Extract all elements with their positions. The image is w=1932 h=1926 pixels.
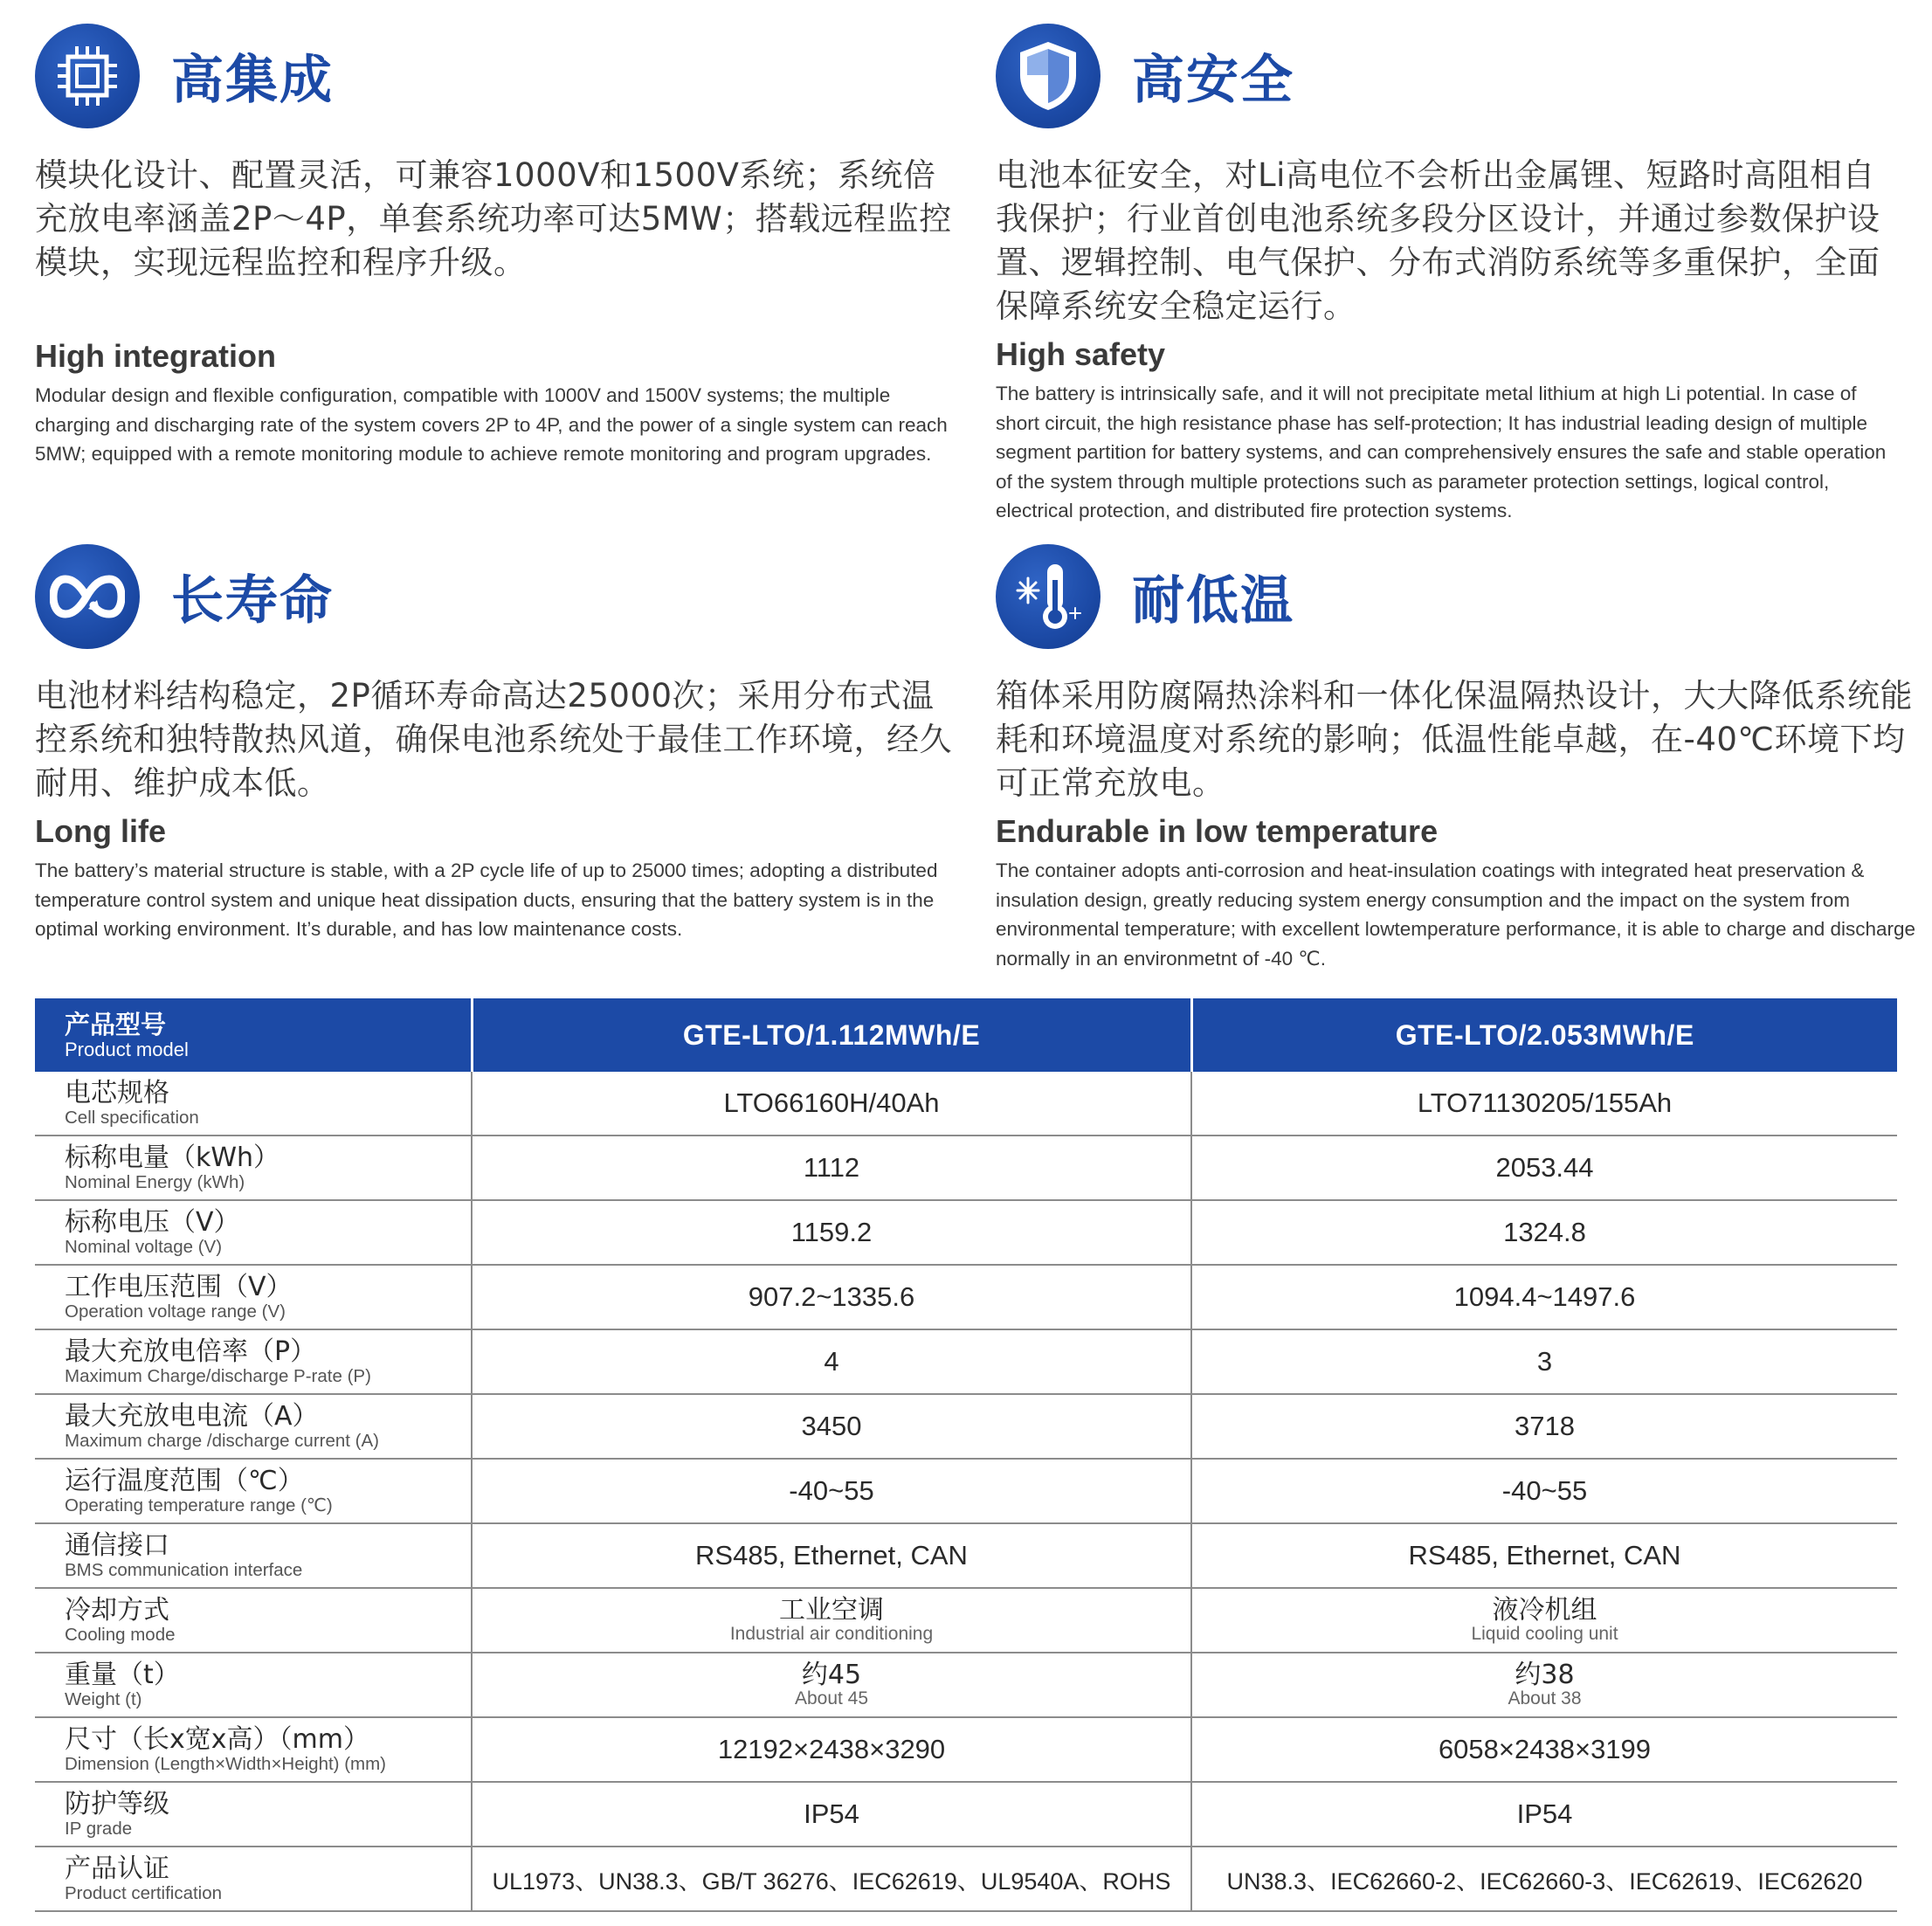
- value-cell-model-1: LTO66160H/40Ah: [472, 1072, 1191, 1136]
- feature-header: [35, 540, 961, 653]
- table-row: [35, 1717, 1897, 1782]
- row-label-en: Cell specification: [65, 1108, 199, 1128]
- row-label-en: Nominal Energy (kWh): [65, 1172, 245, 1192]
- value-cell-model-1: 1112: [472, 1136, 1191, 1200]
- value-cell-model-2: RS485, Ethernet, CAN: [1191, 1523, 1897, 1588]
- spec-table: [35, 998, 1897, 1912]
- table-row: [35, 1200, 1897, 1265]
- row-label-en: Operating temperature range (℃): [65, 1495, 333, 1515]
- value-main: 液冷机组: [1492, 1595, 1597, 1626]
- table-row: [35, 1653, 1897, 1717]
- feature-title: 耐低温: [1132, 570, 1294, 632]
- feature-description-cn: 箱体采用防腐隔热涂料和一体化保温隔热设计，大大降低系统能耗和环境温度对系统的影响；低温性能卓越，在-40℃环境下均可正常充放电。: [996, 677, 1913, 802]
- shield-icon: [996, 24, 1101, 128]
- row-label-en: IP grade: [65, 1819, 133, 1839]
- value-cell-model-2: 1094.4~1497.6: [1191, 1265, 1897, 1329]
- row-label-cn: 最大充放电电流（A）: [65, 1401, 319, 1432]
- cycle-icon: [35, 544, 140, 649]
- row-label-cn: 冷却方式: [65, 1595, 169, 1626]
- row-label: [35, 1847, 472, 1911]
- feature-title: 高集成: [171, 50, 334, 111]
- row-label-cn: 防护等级: [65, 1789, 169, 1819]
- model-header-1: GTE-LTO/1.112MWh/E: [472, 998, 1191, 1072]
- feature-header: [35, 19, 961, 133]
- feature-title-en: High safety: [996, 336, 1166, 372]
- value-cell-model-2: -40~55: [1191, 1459, 1897, 1523]
- table-row: [35, 1136, 1897, 1200]
- table-row: [35, 1459, 1897, 1523]
- header-label-en: Product model: [65, 1039, 189, 1060]
- table-row: [35, 1394, 1897, 1459]
- feature-title: 长寿命: [171, 570, 334, 632]
- row-label: [35, 1717, 472, 1782]
- value-cell-model-2: [1191, 1588, 1897, 1653]
- feature-high-integration: [35, 19, 961, 469]
- value-cell-model-2: 2053.44: [1191, 1136, 1897, 1200]
- feature-title-en: High integration: [35, 338, 276, 374]
- thermometer-snowflake-icon: [996, 544, 1101, 649]
- feature-description-cn: 电池材料结构稳定，2P循环寿命高达25000次；采用分布式温控系统和独特散热风道，确保电池系统处于最佳工作环境，经久耐用、维护成本低。: [35, 677, 952, 802]
- feature-header: [996, 540, 1922, 653]
- row-label: [35, 1329, 472, 1394]
- value-cell-model-1: [472, 1653, 1191, 1717]
- value-cell-model-1: -40~55: [472, 1459, 1191, 1523]
- row-label: [35, 1394, 472, 1459]
- feature-header: [996, 19, 1904, 133]
- row-label: [35, 1265, 472, 1329]
- table-row: [35, 1523, 1897, 1588]
- spec-table-header: [35, 998, 1897, 1072]
- row-label: [35, 1136, 472, 1200]
- row-label: [35, 1523, 472, 1588]
- row-label-cn: 标称电量（kWh）: [65, 1142, 280, 1173]
- value-cell-model-1: RS485, Ethernet, CAN: [472, 1523, 1191, 1588]
- value-cell-model-2: 1324.8: [1191, 1200, 1897, 1265]
- value-sub: Liquid cooling unit: [1471, 1624, 1618, 1644]
- spec-table-body: [35, 1072, 1897, 1911]
- value-cell-model-1: 1159.2: [472, 1200, 1191, 1265]
- row-label: [35, 1782, 472, 1847]
- row-label-en: Nominal voltage (V): [65, 1237, 223, 1257]
- value-cell-model-2: [1191, 1653, 1897, 1717]
- feature-description-en: The battery is intrinsically safe, and it will not precipitate metal lithium at high Li potential. In case of short circuit, the high resistance phase has self-protection; It has industrial leading design of multiple segment partition for battery systems, and can comprehensively ensures the safe and stable operation of the system through multiple protections such as parameter protection settings, logical control, electrical protection, and distributed fire protection systems.: [996, 383, 1887, 521]
- value-cell-model-2: 3: [1191, 1329, 1897, 1394]
- chip-icon: [35, 24, 140, 128]
- table-row: [35, 1588, 1897, 1653]
- feature-description-en: The container adopts anti-corrosion and heat-insulation coatings with integrated heat preservation & insulation design, greatly reducing system energy consumption and the impact on the system from environmental temperature; with excellent lowtemperature performance, it is able to charge and discharge normally in an environmetnt of -40 ℃.: [996, 859, 1916, 970]
- row-label: [35, 1459, 472, 1523]
- row-label: [35, 1072, 472, 1136]
- value-main: 约45: [801, 1660, 862, 1690]
- row-label-cn: 运行温度范围（℃）: [65, 1466, 304, 1496]
- table-row: [35, 1847, 1897, 1911]
- value-cell-model-1: IP54: [472, 1782, 1191, 1847]
- table-row: [35, 1265, 1897, 1329]
- row-label-en: Cooling mode: [65, 1625, 176, 1645]
- value-cell-model-1: 12192×2438×3290: [472, 1717, 1191, 1782]
- row-label-en: Weight (t): [65, 1689, 142, 1709]
- feature-high-safety: [996, 19, 1904, 526]
- row-label-cn: 工作电压范围（V）: [65, 1272, 293, 1302]
- row-label-en: Product certification: [65, 1883, 223, 1903]
- row-label-en: Dimension (Length×Width×Height) (mm): [65, 1754, 386, 1774]
- value-sub: Industrial air conditioning: [729, 1624, 934, 1644]
- row-label-cn: 重量（t）: [65, 1660, 180, 1690]
- feature-description-en: The battery’s material structure is stable, with a 2P cycle life of up to 25000 times; adopting a distributed temperature control system and unique heat dissipation ducts, ensuring that the battery system is in the optimal working environment. It’s durable, and has low maintenance costs.: [35, 859, 938, 940]
- feature-long-life: [35, 540, 961, 944]
- row-label-cn: 电芯规格: [65, 1078, 169, 1108]
- header-label: [35, 998, 472, 1072]
- row-label-cn: 产品认证: [65, 1854, 169, 1884]
- value-cell-model-1: 3450: [472, 1394, 1191, 1459]
- row-label-en: Operation voltage range (V): [65, 1301, 286, 1322]
- row-label: [35, 1200, 472, 1265]
- value-main: 工业空调: [779, 1595, 884, 1626]
- value-cell-model-2: 6058×2438×3199: [1191, 1717, 1897, 1782]
- feature-title-en: Long life: [35, 813, 166, 849]
- value-main: 约38: [1515, 1660, 1575, 1690]
- row-label-cn: 最大充放电倍率（P）: [65, 1336, 317, 1367]
- value-cell-model-1: UL1973、UN38.3、GB/T 36276、IEC62619、UL9540A、ROHS: [472, 1847, 1191, 1911]
- value-cell-model-2: 3718: [1191, 1394, 1897, 1459]
- value-sub: About 45: [794, 1688, 869, 1709]
- value-cell-model-1: 907.2~1335.6: [472, 1265, 1191, 1329]
- row-label-en: Maximum Charge/discharge P-rate (P): [65, 1366, 371, 1386]
- feature-title-en: Endurable in low temperature: [996, 813, 1439, 849]
- value-cell-model-2: IP54: [1191, 1782, 1897, 1847]
- row-label-cn: 尺寸（长x宽x高）（mm）: [65, 1724, 369, 1755]
- row-label-cn: 标称电压（V）: [65, 1207, 240, 1238]
- row-label: [35, 1588, 472, 1653]
- feature-description-cn: 模块化设计、配置灵活，可兼容1000V和1500V系统；系统倍充放电率涵盖2P～4P，单套系统功率可达5MW；搭载远程监控模块，实现远程监控和程序升级。: [35, 156, 952, 281]
- header-label-cn: 产品型号: [65, 1010, 167, 1039]
- value-cell-model-2: LTO71130205/155Ah: [1191, 1072, 1897, 1136]
- table-row: [35, 1329, 1897, 1394]
- feature-title: 高安全: [1132, 50, 1294, 111]
- value-cell-model-1: [472, 1588, 1191, 1653]
- table-row: [35, 1782, 1897, 1847]
- table-row: [35, 1072, 1897, 1136]
- value-sub: About 38: [1508, 1688, 1582, 1709]
- row-label: [35, 1653, 472, 1717]
- value-cell-model-1: 4: [472, 1329, 1191, 1394]
- model-header-2: GTE-LTO/2.053MWh/E: [1191, 998, 1897, 1072]
- row-label-en: BMS communication interface: [65, 1560, 303, 1580]
- feature-low-temperature: [996, 540, 1922, 973]
- row-label-cn: 通信接口: [65, 1530, 169, 1561]
- row-label-en: Maximum charge /discharge current (A): [65, 1431, 380, 1451]
- value-cell-model-2: UN38.3、IEC62660-2、IEC62660-3、IEC62619、IEC62620: [1191, 1847, 1897, 1911]
- feature-description-cn: 电池本征安全，对Li高电位不会析出金属锂、短路时高阻相自我保护；行业首创电池系统多段分区设计，并通过参数保护设置、逻辑控制、电气保护、分布式消防系统等多重保护，全面保障系统安全稳定运行。: [996, 156, 1880, 325]
- feature-description-en: Modular design and flexible configuration, compatible with 1000V and 1500V systems; the multiple charging and discharging rate of the system covers 2P to 4P, and the power of a single system can reach 5MW; equipped with a remote monitoring module to achieve remote monitoring and program upgrades.: [35, 384, 948, 465]
